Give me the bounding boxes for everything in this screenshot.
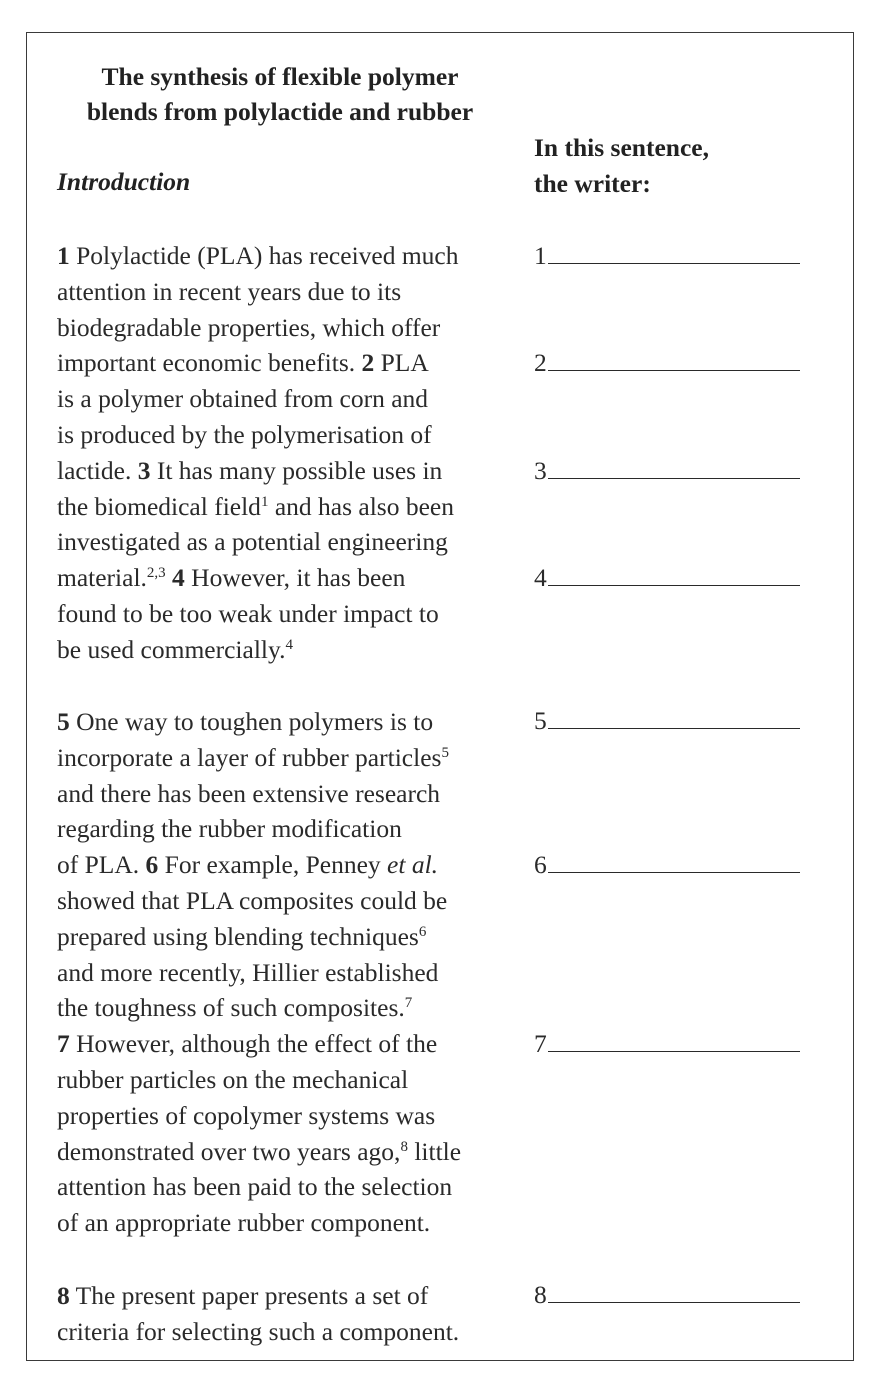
text-run: PLA <box>374 348 429 378</box>
text-run: little <box>407 1136 462 1166</box>
text-run: be used commercially. <box>57 634 286 664</box>
text-run: Polylactide (PLA) has received much <box>69 241 459 270</box>
citation-superscript: 8 <box>400 1138 408 1155</box>
text-run: the toughness of such composites. <box>57 993 405 1023</box>
text-line: attention in recent years due to its <box>57 276 402 306</box>
text-line: properties of copolymer systems was <box>57 1100 436 1130</box>
text-line: criteria for selecting such a component. <box>57 1316 460 1346</box>
blank-line[interactable] <box>548 456 800 479</box>
sentence-number: 1 <box>57 241 70 270</box>
blank-line[interactable] <box>548 1029 800 1052</box>
blank-number: 2 <box>534 348 547 377</box>
citation-superscript: 2,3 <box>146 565 166 582</box>
blank-line[interactable] <box>548 241 800 264</box>
answer-blank-2[interactable] <box>534 348 800 378</box>
blank-number: 1 <box>534 241 547 270</box>
text-line: is a polymer obtained from corn and <box>57 384 429 414</box>
paragraph-2 <box>57 704 461 1241</box>
sentence-number: 2 <box>361 348 375 378</box>
side-column-heading <box>534 130 709 202</box>
text-line <box>57 560 459 596</box>
text-run: lactide. <box>57 455 138 485</box>
citation-superscript: 1 <box>260 493 269 510</box>
citation-superscript: 5 <box>441 744 449 761</box>
text-line <box>57 632 459 668</box>
text-run: the biomedical field <box>57 491 261 521</box>
sentence-number: 3 <box>137 455 151 485</box>
text-line <box>57 990 461 1026</box>
text-line: attention has been paid to the selection <box>57 1172 453 1202</box>
document-title <box>56 59 504 129</box>
text-line: rubber particles on the mechanical <box>57 1064 409 1094</box>
text-line: investigated as a potential engineering <box>57 527 448 557</box>
text-run: important economic benefits. <box>57 348 362 378</box>
blank-number: 5 <box>534 706 547 735</box>
answer-blank-4[interactable] <box>534 563 800 593</box>
text-line: found to be too weak under impact to <box>57 598 439 628</box>
sentence-number: 8 <box>57 1281 70 1310</box>
blank-number: 6 <box>534 850 547 879</box>
text-run: It has many possible uses in <box>150 455 443 485</box>
text-line <box>57 740 461 776</box>
text-run: of PLA. <box>57 850 146 880</box>
text-run: prepared using blending techniques <box>57 921 419 951</box>
sentence-number: 5 <box>57 707 70 736</box>
answer-blank-5[interactable] <box>534 706 800 736</box>
blank-number: 8 <box>534 1280 547 1309</box>
answer-blank-8[interactable] <box>534 1280 800 1310</box>
blank-line[interactable] <box>548 348 800 371</box>
text-line: showed that PLA composites could be <box>57 885 448 915</box>
sentence-number: 4 <box>165 563 185 593</box>
italic-run: et al. <box>387 850 439 880</box>
text-run: and has also been <box>268 491 454 521</box>
blank-number: 7 <box>534 1029 547 1058</box>
text-line <box>57 1026 461 1062</box>
text-line <box>57 489 459 525</box>
blank-line[interactable] <box>548 850 800 873</box>
text-run: demonstrated over two years ago, <box>57 1136 401 1166</box>
text-line: is produced by the polymerisation of <box>57 419 432 449</box>
text-line <box>57 919 461 955</box>
side-heading-line-1: In this sentence, <box>534 133 709 162</box>
answer-blank-7[interactable] <box>534 1029 800 1059</box>
text-line: and there has been extensive research <box>57 778 441 808</box>
text-line: biodegradable properties, which offer <box>57 312 441 342</box>
title-line-1: The synthesis of flexible polymer <box>101 62 459 91</box>
citation-superscript: 4 <box>285 636 293 653</box>
blank-number: 4 <box>534 563 547 592</box>
text-run: incorporate a layer of rubber particles <box>57 742 442 772</box>
text-line <box>57 1278 459 1314</box>
sentence-number: 6 <box>145 850 159 880</box>
side-heading-line-2: the writer: <box>534 169 651 198</box>
text-run: material. <box>57 563 147 593</box>
text-line <box>57 345 459 381</box>
text-run: For example, Penney <box>158 850 388 880</box>
text-line: regarding the rubber modification <box>57 814 402 844</box>
answer-blank-6[interactable] <box>534 850 800 880</box>
text-run: However, it has been <box>184 563 406 593</box>
citation-superscript: 6 <box>418 923 427 940</box>
text-run: The present paper presents a set of <box>69 1281 429 1310</box>
blank-line[interactable] <box>548 706 800 729</box>
text-line <box>57 1134 461 1170</box>
section-heading: Introduction <box>57 167 191 196</box>
text-line <box>57 453 459 489</box>
text-line <box>57 238 459 274</box>
text-run: One way to toughen polymers is to <box>69 707 434 736</box>
sentence-number: 7 <box>57 1029 70 1059</box>
paragraph-3 <box>57 1278 459 1350</box>
answer-blank-3[interactable] <box>534 456 800 486</box>
blank-line[interactable] <box>548 1280 800 1303</box>
paragraph-1 <box>57 238 459 668</box>
text-line: of an appropriate rubber component. <box>57 1208 431 1238</box>
blank-number: 3 <box>534 456 547 485</box>
text-run: However, although the effect of the <box>69 1029 438 1059</box>
citation-superscript: 7 <box>404 995 413 1012</box>
answer-blank-1[interactable] <box>534 241 800 271</box>
text-line: and more recently, Hillier established <box>57 957 439 987</box>
text-line <box>57 704 461 740</box>
blank-line[interactable] <box>548 563 800 586</box>
text-line <box>57 847 461 883</box>
title-line-2: blends from polylactide and rubber <box>86 97 474 126</box>
